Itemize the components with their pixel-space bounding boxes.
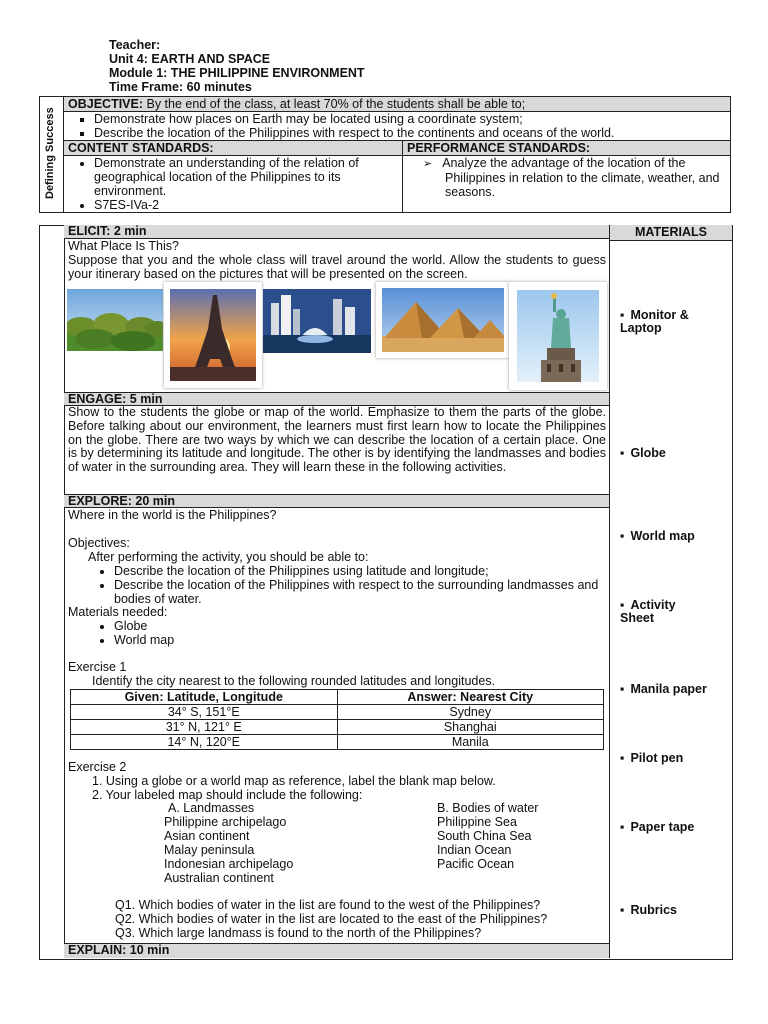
objective-item: ▪ Demonstrate how places on Earth may be located using a coordinate system; <box>94 112 726 126</box>
water-item: Pacific Ocean <box>437 857 515 871</box>
objective-text: By the end of the class, at least 70% of the students shall be able to; <box>146 97 526 111</box>
explore-objective-item: • Describe the location of the Philippines using latitude and longitude; <box>114 565 604 579</box>
landmass-item: Australian continent <box>164 871 274 885</box>
landmasses-label: A. Landmasses <box>168 801 255 815</box>
chocolate-hills-photo <box>67 289 163 351</box>
objective-row <box>64 97 731 112</box>
explore-header: EXPLORE: 20 min <box>64 494 609 508</box>
table-row <box>71 720 604 735</box>
material-item: ▪ World map <box>620 530 695 543</box>
materials-column <box>609 225 732 958</box>
teacher-line: Teacher: <box>109 38 161 52</box>
explain-header: EXPLAIN: 10 min <box>64 943 609 958</box>
material-item: ▪ Pilot pen <box>620 752 683 765</box>
table-cell-answer: Sydney <box>337 705 604 720</box>
elicit-header: ELICIT: 2 min <box>64 225 609 239</box>
time-frame-line: Time Frame: 60 minutes <box>109 80 252 94</box>
table-row <box>71 735 604 750</box>
materials-needed-list <box>92 620 414 648</box>
pyramids-photo <box>376 282 510 358</box>
exercise1-instruction: Identify the city nearest to the following rounded latitudes and longitudes. <box>92 674 496 688</box>
performance-standards-label: PERFORMANCE STANDARDS: <box>403 141 731 156</box>
table-row <box>71 705 604 720</box>
module-line: Module 1: THE PHILIPPINE ENVIRONMENT <box>109 66 365 80</box>
material-item: ▪ Globe <box>620 447 666 460</box>
landmass-item: Malay peninsula <box>164 843 255 857</box>
lesson-header <box>109 38 365 94</box>
objectives-label: Objectives: <box>68 536 130 550</box>
question-item: Q1. Which bodies of water in the list are found to the west of the Philippines? <box>115 898 541 912</box>
material-item: ▪ Monitor & Laptop <box>620 309 720 335</box>
eiffel-tower-photo <box>164 282 262 388</box>
coordinates-table <box>70 689 604 750</box>
material-item: ▪ Rubrics <box>620 904 677 917</box>
table-cell-answer: Manila <box>337 735 604 750</box>
objective-item: ▪ Describe the location of the Philippines with respect to the continents and oceans of the world. <box>94 126 726 140</box>
objective-label: OBJECTIVE: <box>68 97 144 111</box>
elicit-instructions: Suppose that you and the whole class will travel around the world. Allow the students to guess your itinerary based on the pictures that will be presented on the screen. <box>68 253 606 281</box>
table-header-answer: Answer: Nearest City <box>337 690 604 705</box>
water-item: Philippine Sea <box>437 815 517 829</box>
landmass-item: Philippine archipelago <box>164 815 287 829</box>
lesson-content <box>64 225 609 958</box>
question-item: Q3. Which large landmass is found to the north of the Philippines? <box>115 926 482 940</box>
materials-needed-item: • World map <box>114 634 414 648</box>
materials-needed-item: • Globe <box>114 620 414 634</box>
materials-needed-label: Materials needed: <box>68 605 168 619</box>
explore-question: Where in the world is the Philippines? <box>68 508 277 522</box>
explore-objective-item: • Describe the location of the Philippines with respect to the surrounding landmasses and bodies of water. <box>114 579 604 607</box>
content-standards-cell <box>64 156 403 213</box>
material-item: ▪ Manila paper <box>620 683 707 696</box>
objective-items-cell <box>64 112 731 141</box>
exercise2-label: Exercise 2 <box>68 760 127 774</box>
table-header-given: Given: Latitude, Longitude <box>71 690 338 705</box>
engage-header: ENGAGE: 5 min <box>64 392 609 406</box>
explore-objectives-list <box>92 565 604 606</box>
singapore-skyline-photo <box>263 289 371 353</box>
material-item: ▪ Activity Sheet <box>620 599 700 625</box>
exercise2-step: 1. Using a globe or a world map as reference, label the blank map below. <box>92 774 496 788</box>
water-item: Indian Ocean <box>437 843 512 857</box>
content-standards-label: CONTENT STANDARDS: <box>64 141 403 156</box>
left-strip <box>39 225 65 958</box>
question-item: Q2. Which bodies of water in the list are located to the east of the Philippines? <box>115 912 548 926</box>
table-cell-given: 14° N, 120°E <box>71 735 338 750</box>
content-standard-code: • S7ES-IVa-2 <box>94 198 398 212</box>
engage-text: Show to the students the globe or map of the world. Emphasize to them the parts of the globe. Before talking about our environment, the learners must first learn how to locate the Philippines on the globe. There are two ways by which we can describe the location of a certain place. One is by determining its latitude and longitude. The other is by identifying the landmasses and bodies of water in the surrounding area. They will learn these in the following activities. <box>68 405 606 475</box>
objectives-intro: After performing the activity, you should be able to: <box>88 550 369 564</box>
defining-success-strip <box>39 96 64 213</box>
performance-standards-cell <box>403 156 731 213</box>
table-cell-given: 31° N, 121° E <box>71 720 338 735</box>
water-item: South China Sea <box>437 829 532 843</box>
unit-line: Unit 4: EARTH AND SPACE <box>109 52 271 66</box>
side-label: Defining Success <box>44 107 56 199</box>
landmass-item: Indonesian archipelago <box>164 857 294 871</box>
exercise2-step: 2. Your labeled map should include the following: <box>92 788 363 802</box>
elicit-question: What Place Is This? <box>68 239 179 253</box>
content-standard-item: • Demonstrate an understanding of the relation of geographical location of the Philippines to its environment. <box>94 156 398 198</box>
statue-of-liberty-photo <box>509 282 607 390</box>
material-item: ▪ Paper tape <box>620 821 694 834</box>
water-label: B. Bodies of water <box>437 801 539 815</box>
performance-standard-item: ➢ Analyze the advantage of the location of the Philippines in relation to the climate, weather, and seasons. <box>423 156 726 199</box>
exercise1-label: Exercise 1 <box>68 660 127 674</box>
table-cell-answer: Shanghai <box>337 720 604 735</box>
landmass-item: Asian continent <box>164 829 250 843</box>
table-cell-given: 34° S, 151°E <box>71 705 338 720</box>
objectives-table <box>63 96 731 213</box>
materials-header: MATERIALS <box>610 225 732 241</box>
